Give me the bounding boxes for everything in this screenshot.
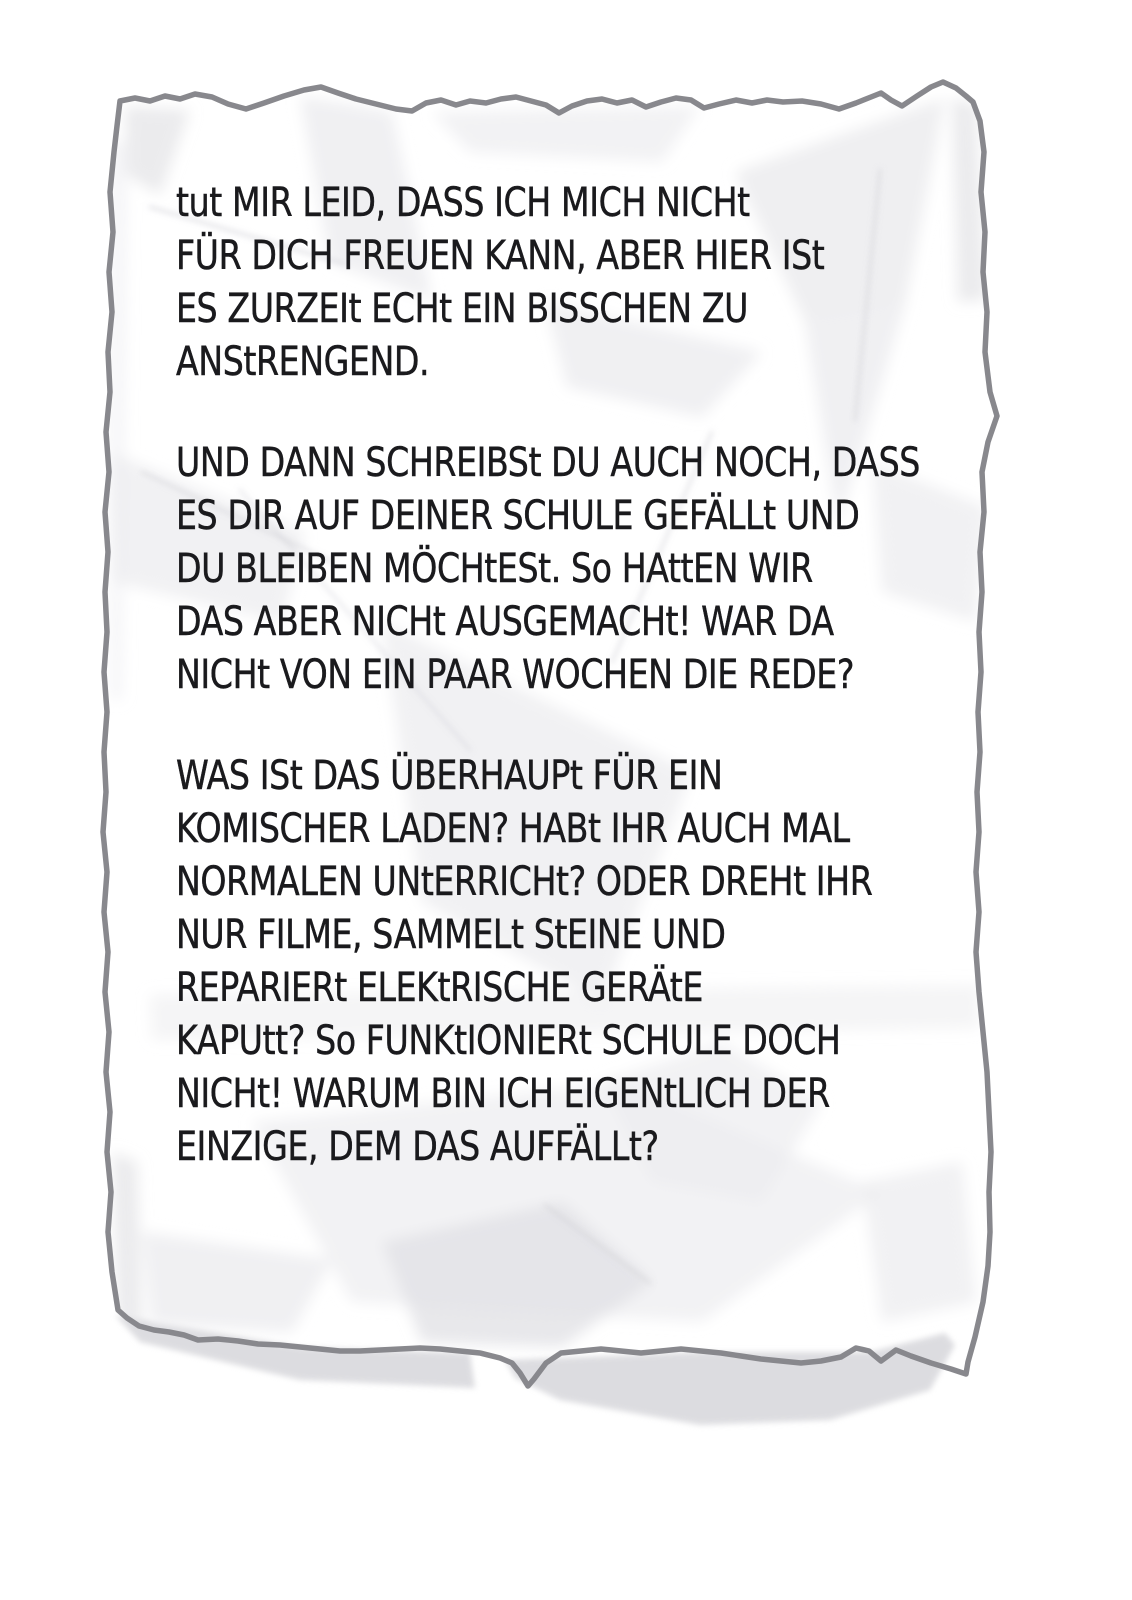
letter-line: REPARIERt ELEKtRISCHE GERÄtE [176,965,703,1011]
letter-line: tut MIR LEID, DASS ICH MICH NICHt [176,180,750,226]
letter-line: NICHt! WARUM BIN ICH EIGENtLICH DER [176,1071,830,1117]
letter-line: ES ZURZEIt ECHt EIN BISSCHEN ZU [176,286,749,332]
letter-paragraph-1 [176,177,996,389]
letter-line: KOMISCHER LADEN? HABt IHR AUCH MAL [176,806,850,852]
letter-line: UND DANN SCHREIBSt DU AUCH NOCH, DASS [176,440,920,486]
letter-line: KAPUtt? So FUNKtIONIERt SCHULE DOCH [176,1018,841,1064]
letter-line: DU BLEIBEN MÖCHtESt. So HAttEN WIR [176,546,813,592]
letter-line: NORMALEN UNtERRICHt? ODER DREHt IHR [176,859,873,905]
letter-line: ANStRENGEND. [176,339,430,385]
letter-line: EINZIGE, DEM DAS AUFFÄLLt? [176,1124,659,1170]
letter-line: WAS ISt DAS ÜBERHAUPt FÜR EIN [176,753,723,799]
letter-text [176,177,996,1174]
letter-paragraph-2 [176,437,996,702]
letter-line: NUR FILME, SAMMELt StEINE UND [176,912,726,958]
letter-line: DAS ABER NICHt AUSGEMACHt! WAR DA [176,599,834,645]
letter-line: NICHt VON EIN PAAR WOCHEN DIE REDE? [176,652,855,698]
letter-paragraph-3 [176,750,996,1174]
letter-line: FÜR DICH FREUEN KANN, ABER HIER ISt [176,233,825,279]
letter-line: ES DIR AUF DEINER SCHULE GEFÄLLt UND [176,493,860,539]
